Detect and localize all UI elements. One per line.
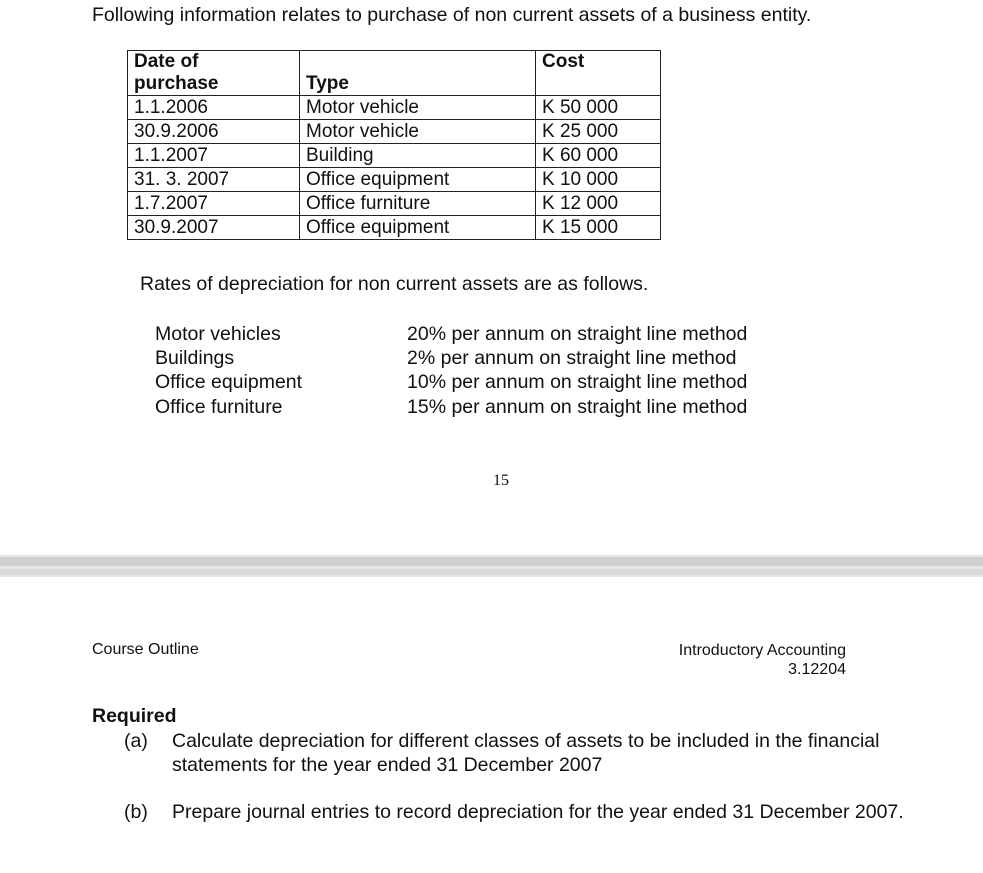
cell-cost: K 60 000 <box>536 144 661 168</box>
rate-value: 2% per annum on straight line method <box>407 347 737 370</box>
table-header-row <box>128 51 661 96</box>
page-separator <box>0 555 983 577</box>
question-label: (a) <box>124 730 148 752</box>
cell-type: Office furniture <box>300 192 536 216</box>
table-row <box>128 144 661 168</box>
cell-cost: K 10 000 <box>536 168 661 192</box>
rate-asset: Office furniture <box>155 395 283 418</box>
asset-purchase-table <box>127 50 661 240</box>
depreciation-rates-list <box>155 322 747 419</box>
separator-band <box>0 569 983 575</box>
question-text: Prepare journal entries to record depreciation for the year ended 31 December 2007. <box>172 801 904 823</box>
table-row <box>128 96 661 120</box>
rate-row <box>155 346 747 370</box>
required-heading: Required <box>92 705 177 727</box>
header-date-of-purchase <box>128 51 300 96</box>
cell-cost: K 50 000 <box>536 96 661 120</box>
question-a <box>124 729 914 781</box>
table-row <box>128 120 661 144</box>
rate-row <box>155 322 747 346</box>
cell-type: Office equipment <box>300 168 536 192</box>
table-row <box>128 192 661 216</box>
rate-value: 20% per annum on straight line method <box>407 323 748 345</box>
header-date-line1: Date of <box>134 51 199 72</box>
running-header-right <box>600 641 846 679</box>
header-type: Type <box>300 51 536 96</box>
table-row <box>128 168 661 192</box>
cell-date: 30.9.2006 <box>128 120 300 144</box>
cell-type: Motor vehicle <box>300 96 536 120</box>
cell-cost: K 25 000 <box>536 120 661 144</box>
cell-cost: K 12 000 <box>536 192 661 216</box>
intro-text: Following information relates to purchase of non current assets of a business entity. <box>92 4 812 26</box>
question-label: (b) <box>124 801 148 823</box>
cell-type: Office equipment <box>300 216 536 240</box>
cell-type: Motor vehicle <box>300 120 536 144</box>
table-row <box>128 216 661 240</box>
header-cost: Cost <box>536 51 661 96</box>
rate-value: 10% per annum on straight line method <box>407 371 748 394</box>
cell-cost: K 15 000 <box>536 216 661 240</box>
rate-value: 15% per annum on straight line method <box>407 395 748 418</box>
running-header-left: Course Outline <box>92 641 199 658</box>
cell-date: 30.9.2007 <box>128 216 300 240</box>
page-number: 15 <box>493 472 509 489</box>
question-text: Calculate depreciation for different classes of assets to be included in the financial statements for the year ended 31 December 2007 <box>172 730 880 776</box>
cell-date: 31. 3. 2007 <box>128 168 300 192</box>
separator-band <box>0 557 983 566</box>
rate-asset: Motor vehicles <box>155 323 281 345</box>
cell-date: 1.1.2006 <box>128 96 300 120</box>
header-course-code: 3.12204 <box>788 661 846 678</box>
rate-row <box>155 370 747 394</box>
cell-date: 1.7.2007 <box>128 192 300 216</box>
cell-date: 1.1.2007 <box>128 144 300 168</box>
header-course-title: Introductory Accounting <box>678 642 846 659</box>
rate-row <box>155 395 747 419</box>
rate-asset: Buildings <box>155 347 235 370</box>
rates-intro-text: Rates of depreciation for non current assets are as follows. <box>140 273 649 295</box>
header-date-line2: purchase <box>134 73 219 94</box>
cell-type: Building <box>300 144 536 168</box>
rate-asset: Office equipment <box>155 371 303 394</box>
question-b <box>124 800 914 852</box>
